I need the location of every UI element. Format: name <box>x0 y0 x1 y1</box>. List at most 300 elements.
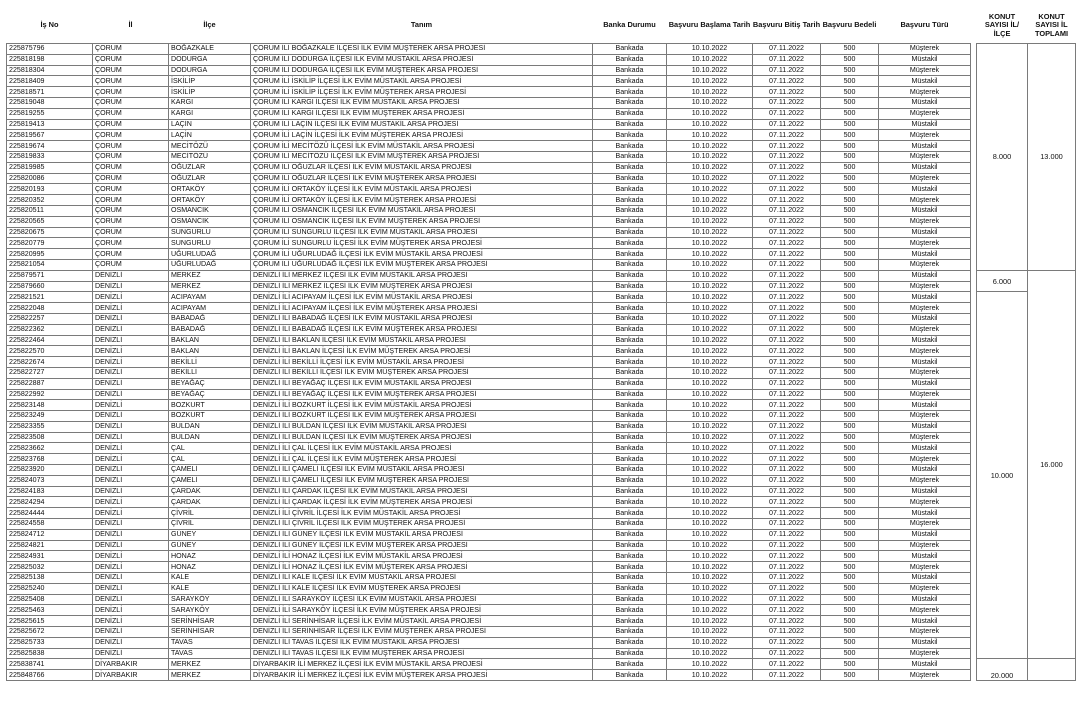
cell-basvuru-baslama: 10.10.2022 <box>667 259 753 270</box>
cell-is-no: 225819985 <box>7 162 93 173</box>
cell-il: DENİZLİ <box>93 648 169 659</box>
cell-basvuru-bitis: 07.11.2022 <box>753 616 821 627</box>
cell-gap <box>971 238 977 249</box>
cell-basvuru-baslama: 10.10.2022 <box>667 108 753 119</box>
cell-gap <box>971 465 977 476</box>
cell-tanim: DENİZLİ İLİ BAKLAN İLÇESİ İLK EVİM MÜSTAKİL ARSA PROJESİ <box>251 335 593 346</box>
table-row <box>7 184 1076 195</box>
cell-basvuru-bitis: 07.11.2022 <box>753 670 821 681</box>
cell-gap <box>971 378 977 389</box>
cell-banka-durumu: Bankada <box>593 44 667 55</box>
cell-is-no: 225819567 <box>7 130 93 141</box>
cell-basvuru-baslama: 10.10.2022 <box>667 313 753 324</box>
cell-banka-durumu: Bankada <box>593 389 667 400</box>
cell-il: ÇORUM <box>93 151 169 162</box>
cell-tanim: DENİZLİ İLİ SARAYKÖY İLÇESİ İLK EVİM MÜSTAKİL ARSA PROJESİ <box>251 594 593 605</box>
cell-banka-durumu: Bankada <box>593 486 667 497</box>
cell-gap <box>971 389 977 400</box>
cell-tanim: DENİZLİ İLİ ÇARDAK İLÇESİ İLK EVİM MÜSTAKİL ARSA PROJESİ <box>251 486 593 497</box>
cell-gap <box>971 443 977 454</box>
cell-banka-durumu: Bankada <box>593 573 667 584</box>
table-row <box>7 151 1076 162</box>
cell-il: ÇORUM <box>93 205 169 216</box>
cell-tanim: ÇORUM İLİ OĞUZLAR İLÇESİ İLK EVİM MÜŞTEREK ARSA PROJESİ <box>251 173 593 184</box>
cell-gap <box>971 562 977 573</box>
cell-is-no: 225823249 <box>7 411 93 422</box>
cell-tanim: ÇORUM İLİ MECİTÖZÜ İLÇESİ İLK EVİM MÜSTAKİL ARSA PROJESİ <box>251 141 593 152</box>
table-row <box>7 44 1076 55</box>
cell-il: DENİZLİ <box>93 411 169 422</box>
cell-banka-durumu: Bankada <box>593 292 667 303</box>
table-row <box>7 389 1076 400</box>
cell-basvuru-baslama: 10.10.2022 <box>667 249 753 260</box>
cell-gap <box>971 367 977 378</box>
cell-is-no: 225820086 <box>7 173 93 184</box>
cell-basvuru-bedeli: 500 <box>821 605 879 616</box>
cell-is-no: 225822362 <box>7 324 93 335</box>
cell-basvuru-bitis: 07.11.2022 <box>753 227 821 238</box>
cell-tanim: DİYARBAKIR İLİ MERKEZ İLÇESİ İLK EVİM MÜSTAKİL ARSA PROJESİ <box>251 659 593 670</box>
cell-gap <box>971 486 977 497</box>
cell-basvuru-turu: Müşterek <box>879 259 971 270</box>
cell-banka-durumu: Bankada <box>593 637 667 648</box>
cell-tanim: ÇORUM İLİ KARGI İLÇESİ İLK EVİM MÜŞTEREK ARSA PROJESİ <box>251 108 593 119</box>
cell-tanim: ÇORUM İLİ SUNGURLU İLÇESİ İLK EVİM MÜŞTEREK ARSA PROJESİ <box>251 238 593 249</box>
table-row <box>7 400 1076 411</box>
cell-basvuru-bedeli: 500 <box>821 627 879 638</box>
cell-basvuru-baslama: 10.10.2022 <box>667 141 753 152</box>
cell-il: DENİZLİ <box>93 529 169 540</box>
cell-basvuru-bedeli: 500 <box>821 270 879 281</box>
cell-konut-il-toplam: 13.000 <box>1028 44 1076 271</box>
cell-ilce: OĞUZLAR <box>169 162 251 173</box>
cell-basvuru-baslama: 10.10.2022 <box>667 562 753 573</box>
cell-banka-durumu: Bankada <box>593 357 667 368</box>
cell-basvuru-bitis: 07.11.2022 <box>753 119 821 130</box>
cell-il: DENİZLİ <box>93 389 169 400</box>
cell-basvuru-baslama: 10.10.2022 <box>667 367 753 378</box>
header-konut-ilce: KONUT SAYISI İL/İLÇE <box>984 11 1020 38</box>
cell-tanim: ÇORUM İLİ İSKİLİP İLÇESİ İLK EVİM MÜŞTEREK ARSA PROJESİ <box>251 87 593 98</box>
table-row <box>7 195 1076 206</box>
cell-basvuru-baslama: 10.10.2022 <box>667 475 753 486</box>
cell-tanim: DENİZLİ İLİ BABADAĞ İLÇESİ İLK EVİM MÜSTAKİL ARSA PROJESİ <box>251 313 593 324</box>
cell-gap <box>971 540 977 551</box>
table-row <box>7 227 1076 238</box>
cell-is-no: 225820675 <box>7 227 93 238</box>
cell-is-no: 225820193 <box>7 184 93 195</box>
cell-is-no: 225825240 <box>7 583 93 594</box>
cell-ilce: MERKEZ <box>169 670 251 681</box>
cell-basvuru-baslama: 10.10.2022 <box>667 281 753 292</box>
cell-basvuru-bedeli: 500 <box>821 421 879 432</box>
cell-basvuru-bedeli: 500 <box>821 400 879 411</box>
cell-basvuru-bedeli: 500 <box>821 313 879 324</box>
cell-il: DİYARBAKIR <box>93 659 169 670</box>
table-row <box>7 249 1076 260</box>
cell-tanim: DENİZLİ İLİ TAVAS İLÇESİ İLK EVİM MÜSTAKİL ARSA PROJESİ <box>251 637 593 648</box>
cell-ilce: GÜNEY <box>169 540 251 551</box>
table-row <box>7 205 1076 216</box>
cell-banka-durumu: Bankada <box>593 378 667 389</box>
cell-gap <box>971 627 977 638</box>
cell-basvuru-baslama: 10.10.2022 <box>667 519 753 530</box>
cell-basvuru-baslama: 10.10.2022 <box>667 540 753 551</box>
header-konut-il-toplam: KONUT SAYISI İL TOPLAMI <box>1034 11 1069 38</box>
cell-banka-durumu: Bankada <box>593 119 667 130</box>
cell-basvuru-bitis: 07.11.2022 <box>753 551 821 562</box>
cell-basvuru-bedeli: 500 <box>821 475 879 486</box>
cell-is-no: 225818198 <box>7 54 93 65</box>
cell-basvuru-bedeli: 500 <box>821 76 879 87</box>
cell-ilce: ÇAMELİ <box>169 465 251 476</box>
cell-is-no: 225825838 <box>7 648 93 659</box>
cell-basvuru-turu: Müstakil <box>879 529 971 540</box>
cell-basvuru-baslama: 10.10.2022 <box>667 87 753 98</box>
cell-tanim: DENİZLİ İLİ ACIPAYAM İLÇESİ İLK EVİM MÜSTAKİL ARSA PROJESİ <box>251 292 593 303</box>
table-row <box>7 119 1076 130</box>
table-row <box>7 583 1076 594</box>
cell-basvuru-turu: Müstakil <box>879 400 971 411</box>
cell-gap <box>971 637 977 648</box>
cell-tanim: ÇORUM İLİ LAÇİN İLÇESİ İLK EVİM MÜŞTEREK ARSA PROJESİ <box>251 130 593 141</box>
cell-ilce: ÇİVRİL <box>169 508 251 519</box>
cell-banka-durumu: Bankada <box>593 475 667 486</box>
cell-basvuru-turu: Müşterek <box>879 44 971 55</box>
cell-basvuru-bitis: 07.11.2022 <box>753 238 821 249</box>
cell-gap <box>971 162 977 173</box>
cell-gap <box>971 173 977 184</box>
cell-basvuru-baslama: 10.10.2022 <box>667 238 753 249</box>
cell-gap <box>971 151 977 162</box>
cell-banka-durumu: Bankada <box>593 205 667 216</box>
cell-ilce: OSMANCIK <box>169 216 251 227</box>
cell-basvuru-baslama: 10.10.2022 <box>667 389 753 400</box>
cell-il: DENİZLİ <box>93 508 169 519</box>
cell-il: DENİZLİ <box>93 367 169 378</box>
cell-basvuru-turu: Müşterek <box>879 475 971 486</box>
cell-is-no: 225825032 <box>7 562 93 573</box>
cell-il: ÇORUM <box>93 162 169 173</box>
cell-gap <box>971 249 977 260</box>
cell-tanim: ÇORUM İLİ OSMANCIK İLÇESİ İLK EVİM MÜŞTEREK ARSA PROJESİ <box>251 216 593 227</box>
cell-ilce: TAVAS <box>169 637 251 648</box>
cell-banka-durumu: Bankada <box>593 130 667 141</box>
cell-banka-durumu: Bankada <box>593 605 667 616</box>
header-ilce: İlçe <box>203 20 216 30</box>
cell-basvuru-bitis: 07.11.2022 <box>753 249 821 260</box>
table-row <box>7 270 1076 281</box>
cell-tanim: DENİZLİ İLİ ÇİVRİL İLÇESİ İLK EVİM MÜŞTEREK ARSA PROJESİ <box>251 519 593 530</box>
table-row <box>7 324 1076 335</box>
cell-tanim: ÇORUM İLİ UĞURLUDAĞ İLÇESİ İLK EVİM MÜSTAKİL ARSA PROJESİ <box>251 249 593 260</box>
table-row <box>7 281 1076 292</box>
cell-is-no: 225819674 <box>7 141 93 152</box>
cell-ilce: ORTAKÖY <box>169 195 251 206</box>
cell-basvuru-bitis: 07.11.2022 <box>753 497 821 508</box>
table-row <box>7 540 1076 551</box>
cell-is-no: 225822464 <box>7 335 93 346</box>
cell-banka-durumu: Bankada <box>593 259 667 270</box>
cell-banka-durumu: Bankada <box>593 421 667 432</box>
cell-ilce: İSKİLİP <box>169 87 251 98</box>
cell-gap <box>971 616 977 627</box>
cell-is-no: 225820779 <box>7 238 93 249</box>
cell-is-no: 225824712 <box>7 529 93 540</box>
cell-ilce: HONAZ <box>169 562 251 573</box>
cell-ilce: LAÇİN <box>169 119 251 130</box>
table-body <box>7 44 1076 681</box>
cell-tanim: DENİZLİ İLİ GÜNEY İLÇESİ İLK EVİM MÜSTAKİL ARSA PROJESİ <box>251 529 593 540</box>
cell-basvuru-bedeli: 500 <box>821 367 879 378</box>
table-row <box>7 508 1076 519</box>
cell-is-no: 225825733 <box>7 637 93 648</box>
cell-ilce: MERKEZ <box>169 270 251 281</box>
cell-is-no: 225879660 <box>7 281 93 292</box>
cell-basvuru-bedeli: 500 <box>821 465 879 476</box>
cell-il: DİYARBAKIR <box>93 670 169 681</box>
cell-ilce: BULDAN <box>169 421 251 432</box>
cell-basvuru-bedeli: 500 <box>821 637 879 648</box>
cell-il: DENİZLİ <box>93 421 169 432</box>
table-row <box>7 648 1076 659</box>
cell-basvuru-turu: Müşterek <box>879 238 971 249</box>
cell-gap <box>971 346 977 357</box>
cell-is-no: 225824558 <box>7 519 93 530</box>
cell-gap <box>971 313 977 324</box>
cell-basvuru-baslama: 10.10.2022 <box>667 659 753 670</box>
cell-il: DENİZLİ <box>93 551 169 562</box>
cell-tanim: DENİZLİ İLİ HONAZ İLÇESİ İLK EVİM MÜŞTEREK ARSA PROJESİ <box>251 562 593 573</box>
cell-gap <box>971 97 977 108</box>
cell-is-no: 225819413 <box>7 119 93 130</box>
cell-basvuru-bedeli: 500 <box>821 216 879 227</box>
cell-tanim: DENİZLİ İLİ BULDAN İLÇESİ İLK EVİM MÜSTAKİL ARSA PROJESİ <box>251 421 593 432</box>
cell-banka-durumu: Bankada <box>593 497 667 508</box>
cell-ilce: DODURGA <box>169 65 251 76</box>
cell-basvuru-bitis: 07.11.2022 <box>753 454 821 465</box>
cell-il: ÇORUM <box>93 108 169 119</box>
cell-basvuru-bitis: 07.11.2022 <box>753 367 821 378</box>
cell-basvuru-bitis: 07.11.2022 <box>753 648 821 659</box>
cell-tanim: DENİZLİ İLİ BULDAN İLÇESİ İLK EVİM MÜŞTEREK ARSA PROJESİ <box>251 432 593 443</box>
cell-basvuru-turu: Müşterek <box>879 324 971 335</box>
cell-il: DENİZLİ <box>93 400 169 411</box>
table-row <box>7 162 1076 173</box>
cell-is-no: 225825408 <box>7 594 93 605</box>
cell-banka-durumu: Bankada <box>593 249 667 260</box>
cell-basvuru-bitis: 07.11.2022 <box>753 54 821 65</box>
cell-basvuru-turu: Müşterek <box>879 670 971 681</box>
cell-il: DENİZLİ <box>93 475 169 486</box>
cell-tanim: DENİZLİ İLİ BOZKURT İLÇESİ İLK EVİM MÜSTAKİL ARSA PROJESİ <box>251 400 593 411</box>
table-row <box>7 97 1076 108</box>
cell-ilce: UĞURLUDAĞ <box>169 259 251 270</box>
application-table <box>6 8 1076 681</box>
cell-basvuru-turu: Müstakil <box>879 162 971 173</box>
table-row <box>7 130 1076 141</box>
cell-basvuru-bitis: 07.11.2022 <box>753 378 821 389</box>
cell-gap <box>971 573 977 584</box>
cell-ilce: BEYAĞAÇ <box>169 378 251 389</box>
cell-ilce: BOZKURT <box>169 400 251 411</box>
cell-gap <box>971 303 977 314</box>
cell-il: ÇORUM <box>93 87 169 98</box>
cell-gap <box>971 141 977 152</box>
cell-basvuru-baslama: 10.10.2022 <box>667 227 753 238</box>
cell-gap <box>971 670 977 681</box>
cell-basvuru-bitis: 07.11.2022 <box>753 519 821 530</box>
cell-basvuru-baslama: 10.10.2022 <box>667 151 753 162</box>
spreadsheet <box>6 8 1075 681</box>
table-row <box>7 519 1076 530</box>
cell-tanim: DENİZLİ İLİ ÇAL İLÇESİ İLK EVİM MÜŞTEREK ARSA PROJESİ <box>251 454 593 465</box>
cell-basvuru-bedeli: 500 <box>821 119 879 130</box>
cell-ilce: UĞURLUDAĞ <box>169 249 251 260</box>
cell-is-no: 225822674 <box>7 357 93 368</box>
table-row <box>7 573 1076 584</box>
cell-basvuru-baslama: 10.10.2022 <box>667 400 753 411</box>
cell-basvuru-baslama: 10.10.2022 <box>667 616 753 627</box>
cell-basvuru-bedeli: 500 <box>821 443 879 454</box>
cell-basvuru-bedeli: 500 <box>821 594 879 605</box>
cell-basvuru-bedeli: 500 <box>821 141 879 152</box>
cell-is-no: 225823508 <box>7 432 93 443</box>
cell-basvuru-bitis: 07.11.2022 <box>753 292 821 303</box>
cell-basvuru-turu: Müstakil <box>879 97 971 108</box>
cell-basvuru-baslama: 10.10.2022 <box>667 378 753 389</box>
table-row <box>7 529 1076 540</box>
cell-banka-durumu: Bankada <box>593 627 667 638</box>
cell-basvuru-bedeli: 500 <box>821 540 879 551</box>
header-banka-durumu: Banka Durumu <box>603 20 656 30</box>
cell-ilce: ORTAKÖY <box>169 184 251 195</box>
cell-basvuru-bedeli: 500 <box>821 281 879 292</box>
cell-konut-il-toplam: 16.000 <box>1028 270 1076 659</box>
cell-basvuru-bedeli: 500 <box>821 151 879 162</box>
cell-gap <box>971 216 977 227</box>
cell-il: DENİZLİ <box>93 313 169 324</box>
cell-basvuru-bedeli: 500 <box>821 659 879 670</box>
cell-basvuru-turu: Müstakil <box>879 54 971 65</box>
cell-ilce: SUNGURLU <box>169 238 251 249</box>
cell-basvuru-baslama: 10.10.2022 <box>667 421 753 432</box>
cell-tanim: ÇORUM İLİ MECİTÖZÜ İLÇESİ İLK EVİM MÜŞTEREK ARSA PROJESİ <box>251 151 593 162</box>
cell-basvuru-baslama: 10.10.2022 <box>667 270 753 281</box>
cell-il: DENİZLİ <box>93 573 169 584</box>
cell-il: DENİZLİ <box>93 324 169 335</box>
cell-basvuru-turu: Müşterek <box>879 648 971 659</box>
cell-basvuru-bitis: 07.11.2022 <box>753 346 821 357</box>
cell-gap <box>971 357 977 368</box>
cell-tanim: DENİZLİ İLİ SARAYKÖY İLÇESİ İLK EVİM MÜŞTEREK ARSA PROJESİ <box>251 605 593 616</box>
cell-basvuru-bitis: 07.11.2022 <box>753 443 821 454</box>
cell-basvuru-bitis: 07.11.2022 <box>753 573 821 584</box>
cell-basvuru-turu: Müstakil <box>879 292 971 303</box>
cell-tanim: DENİZLİ İLİ KALE İLÇESİ İLK EVİM MÜSTAKİL ARSA PROJESİ <box>251 573 593 584</box>
cell-banka-durumu: Bankada <box>593 411 667 422</box>
cell-basvuru-baslama: 10.10.2022 <box>667 357 753 368</box>
cell-basvuru-baslama: 10.10.2022 <box>667 303 753 314</box>
cell-basvuru-bedeli: 500 <box>821 389 879 400</box>
cell-is-no: 225821054 <box>7 259 93 270</box>
cell-il: DENİZLİ <box>93 443 169 454</box>
cell-basvuru-bedeli: 500 <box>821 65 879 76</box>
header-is-no: İş No <box>40 20 59 30</box>
cell-il: DENİZLİ <box>93 432 169 443</box>
cell-basvuru-turu: Müşterek <box>879 195 971 206</box>
cell-basvuru-baslama: 10.10.2022 <box>667 44 753 55</box>
cell-basvuru-bedeli: 500 <box>821 87 879 98</box>
cell-basvuru-baslama: 10.10.2022 <box>667 432 753 443</box>
cell-banka-durumu: Bankada <box>593 108 667 119</box>
cell-ilce: SUNGURLU <box>169 227 251 238</box>
cell-basvuru-bitis: 07.11.2022 <box>753 486 821 497</box>
cell-ilce: ÇARDAK <box>169 486 251 497</box>
cell-ilce: BAKLAN <box>169 346 251 357</box>
cell-banka-durumu: Bankada <box>593 432 667 443</box>
cell-basvuru-bedeli: 500 <box>821 454 879 465</box>
cell-basvuru-bedeli: 500 <box>821 519 879 530</box>
cell-gap <box>971 195 977 206</box>
cell-banka-durumu: Bankada <box>593 529 667 540</box>
cell-basvuru-turu: Müstakil <box>879 378 971 389</box>
cell-basvuru-turu: Müşterek <box>879 87 971 98</box>
cell-il: DENİZLİ <box>93 346 169 357</box>
cell-basvuru-turu: Müstakil <box>879 270 971 281</box>
cell-banka-durumu: Bankada <box>593 346 667 357</box>
cell-tanim: ÇORUM İLİ LAÇİN İLÇESİ İLK EVİM MÜSTAKİL ARSA PROJESİ <box>251 119 593 130</box>
cell-is-no: 225818571 <box>7 87 93 98</box>
cell-basvuru-turu: Müstakil <box>879 249 971 260</box>
cell-is-no: 225825672 <box>7 627 93 638</box>
cell-gap <box>971 205 977 216</box>
cell-ilce: ÇAMELİ <box>169 475 251 486</box>
cell-basvuru-turu: Müstakil <box>879 616 971 627</box>
cell-gap <box>971 475 977 486</box>
cell-basvuru-bitis: 07.11.2022 <box>753 411 821 422</box>
cell-basvuru-bedeli: 500 <box>821 173 879 184</box>
cell-basvuru-turu: Müstakil <box>879 421 971 432</box>
cell-basvuru-bedeli: 500 <box>821 259 879 270</box>
cell-basvuru-bedeli: 500 <box>821 184 879 195</box>
cell-gap <box>971 583 977 594</box>
cell-ilce: KALE <box>169 573 251 584</box>
cell-basvuru-baslama: 10.10.2022 <box>667 54 753 65</box>
cell-basvuru-bedeli: 500 <box>821 357 879 368</box>
cell-tanim: DENİZLİ İLİ ÇİVRİL İLÇESİ İLK EVİM MÜSTAKİL ARSA PROJESİ <box>251 508 593 519</box>
cell-tanim: ÇORUM İLİ DODURGA İLÇESİ İLK EVİM MÜŞTEREK ARSA PROJESİ <box>251 65 593 76</box>
cell-is-no: 225818409 <box>7 76 93 87</box>
cell-il: ÇORUM <box>93 65 169 76</box>
cell-basvuru-baslama: 10.10.2022 <box>667 573 753 584</box>
cell-basvuru-baslama: 10.10.2022 <box>667 583 753 594</box>
cell-ilce: BOZKURT <box>169 411 251 422</box>
cell-ilce: BABADAĞ <box>169 313 251 324</box>
table-row <box>7 141 1076 152</box>
cell-basvuru-turu: Müşterek <box>879 65 971 76</box>
cell-ilce: DODURGA <box>169 54 251 65</box>
cell-basvuru-bitis: 07.11.2022 <box>753 508 821 519</box>
cell-banka-durumu: Bankada <box>593 670 667 681</box>
cell-il: ÇORUM <box>93 54 169 65</box>
cell-gap <box>971 508 977 519</box>
cell-basvuru-bitis: 07.11.2022 <box>753 97 821 108</box>
cell-basvuru-bitis: 07.11.2022 <box>753 627 821 638</box>
cell-basvuru-turu: Müşterek <box>879 173 971 184</box>
header-basvuru-bedeli: Başvuru Bedeli <box>822 20 877 30</box>
cell-banka-durumu: Bankada <box>593 54 667 65</box>
